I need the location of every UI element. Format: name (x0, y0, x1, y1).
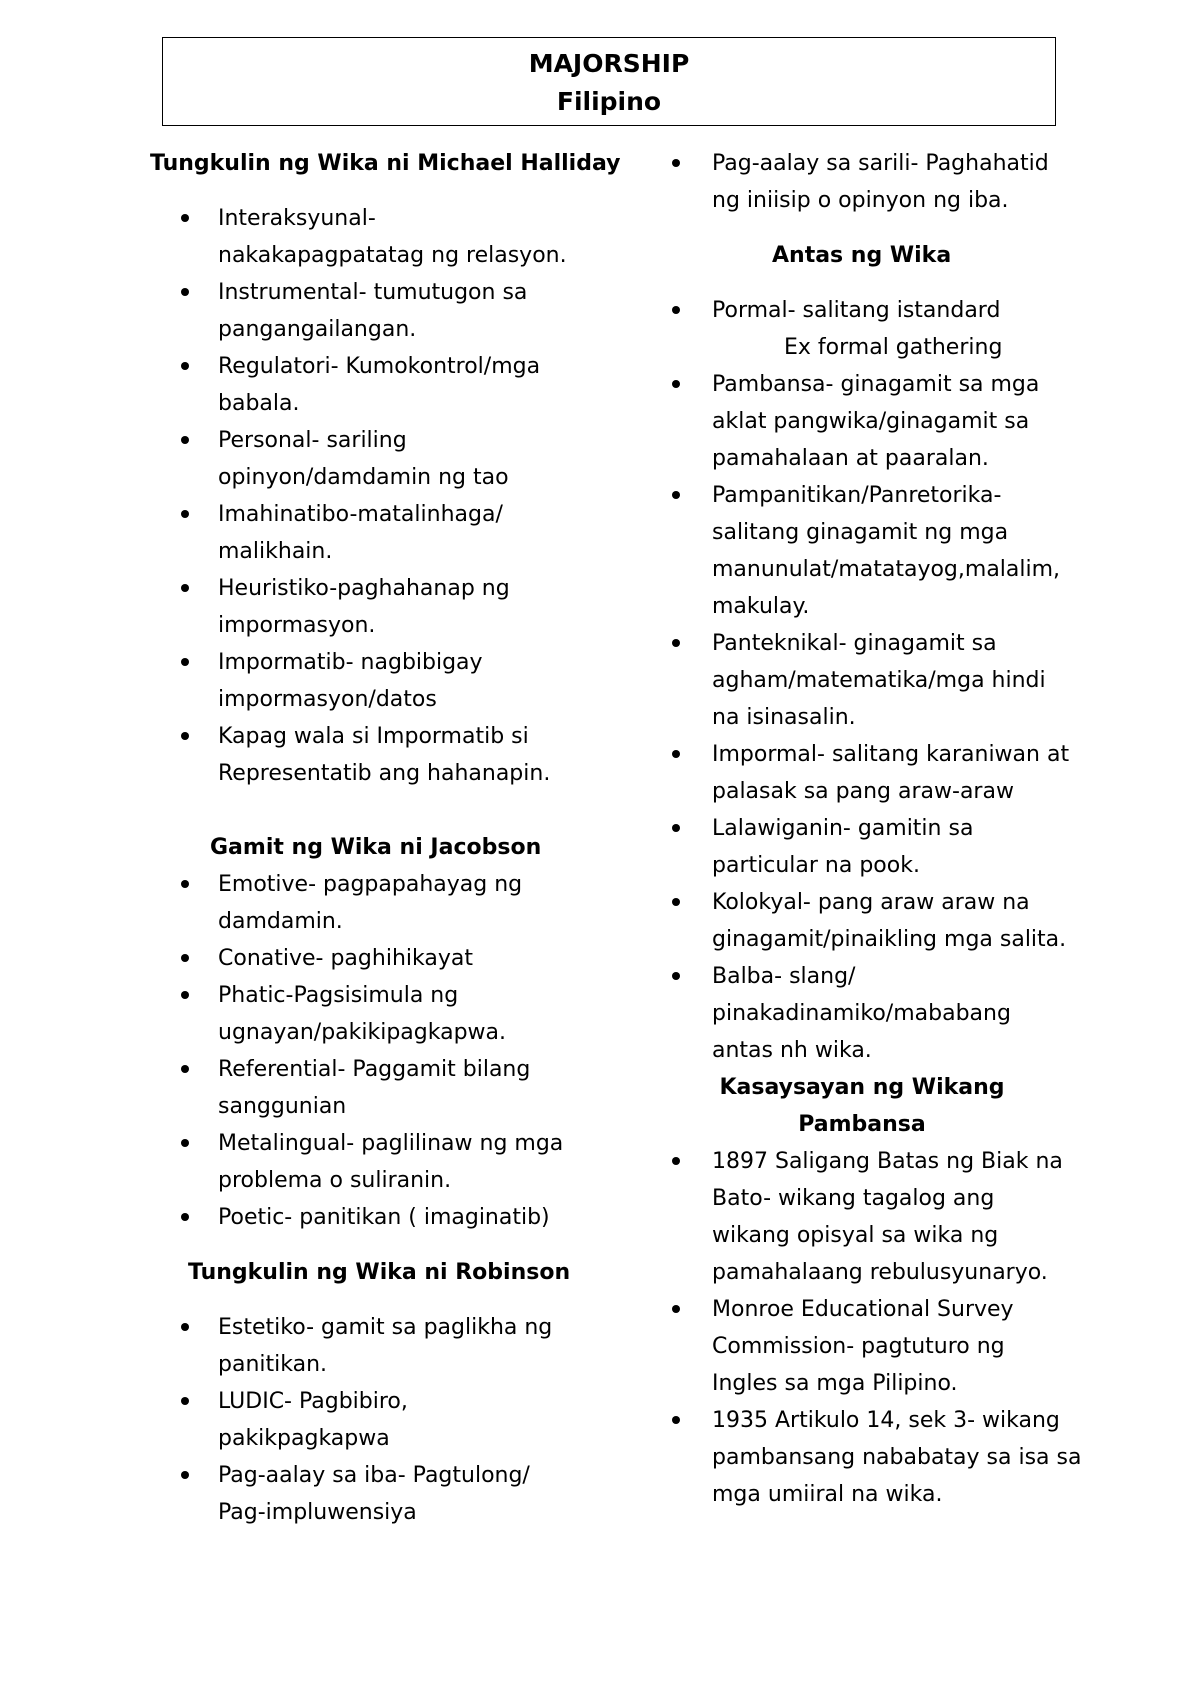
list-item-line: Estetiko- gamit sa paglikha ng (218, 1315, 553, 1340)
list-item-line: Pag-aalay sa iba- Pagtulong/ (218, 1463, 530, 1488)
list-item-line: pangangailangan. (218, 317, 417, 342)
list-item (150, 1051, 590, 1125)
list-item (672, 1402, 1092, 1513)
list-item (150, 348, 590, 422)
list-item (672, 884, 1092, 958)
list-item-line: sanggunian (218, 1094, 347, 1119)
list-item-line: Panteknikal- ginagamit sa (712, 631, 997, 656)
list-item-text: Pormal- salitang istandard (712, 298, 1001, 323)
list-item-line: ng iniisip o opinyon ng iba. (712, 188, 1009, 213)
list-item-line: pambansang nababatay sa isa sa (712, 1445, 1082, 1470)
bullet-icon (672, 306, 680, 314)
list-item-line: Emotive- pagpapahayag ng (218, 872, 523, 897)
list-item-line: makulay. (712, 594, 810, 619)
robinson-continued-list (672, 145, 1092, 219)
bullet-icon (181, 584, 189, 592)
bullet-icon (181, 732, 189, 740)
antas-list (672, 292, 1092, 366)
list-item (672, 366, 1092, 477)
list-item-line: babala. (218, 391, 300, 416)
bullet-icon (181, 991, 189, 999)
list-item (150, 274, 590, 348)
list-item-line: Lalawiganin- gamitin sa (712, 816, 974, 841)
bullet-icon (181, 954, 189, 962)
list-item-line: panitikan. (218, 1352, 328, 1377)
bullet-icon (672, 750, 680, 758)
bullet-icon (672, 972, 680, 980)
list-item (150, 496, 590, 570)
list-item-line: Impormatib- nagbibigay (218, 650, 483, 675)
list-item-line: Commission- pagtuturo ng (712, 1334, 1005, 1359)
bullet-icon (181, 1139, 189, 1147)
kasaysayan-heading-line2: Pambansa (798, 1112, 926, 1137)
list-item-line: Pampanitikan/Panretorika- (712, 483, 1002, 508)
list-item-line: opinyon/damdamin ng tao (218, 465, 509, 490)
list-item (150, 1457, 590, 1531)
list-item (150, 1383, 590, 1457)
list-item-line: palasak sa pang araw-araw (712, 779, 1014, 804)
bullet-icon (181, 288, 189, 296)
list-item (150, 422, 590, 496)
bullet-icon (181, 1471, 189, 1479)
list-item-line: damdamin. (218, 909, 343, 934)
list-item-line: mga umiiral na wika. (712, 1482, 943, 1507)
jacobson-list (150, 866, 590, 1236)
list-item-line: 1897 Saligang Batas ng Biak na (712, 1149, 1063, 1174)
list-item (150, 644, 590, 718)
list-item-line: Kolokyal- pang araw araw na (712, 890, 1030, 915)
list-item-line: Instrumental- tumutugon sa (218, 280, 528, 305)
bullet-icon (672, 491, 680, 499)
kasaysayan-list (672, 1143, 1092, 1513)
list-item-line: Metalingual- paglilinaw ng mga (218, 1131, 564, 1156)
list-item (150, 200, 590, 274)
list-item-line: LUDIC- Pagbibiro, (218, 1389, 408, 1414)
bullet-icon (181, 510, 189, 518)
list-item-line: pakikpagkapwa (218, 1426, 390, 1451)
list-item (672, 625, 1092, 736)
list-item (150, 940, 590, 977)
list-item-line: pamahalaan at paaralan. (712, 446, 989, 471)
bullet-icon (181, 1323, 189, 1331)
list-item (672, 958, 1092, 1069)
list-item-line: Conative- paghihikayat (218, 946, 473, 971)
halliday-heading: Tungkulin ng Wika ni Michael Halliday (150, 151, 621, 176)
bullet-icon (672, 639, 680, 647)
list-item-line: na isinasalin. (712, 705, 856, 730)
list-item-line: Balba- slang/ (712, 964, 856, 989)
list-item (150, 718, 590, 792)
list-item (672, 292, 1092, 366)
bullet-icon (672, 1305, 680, 1313)
halliday-list (150, 200, 590, 792)
list-item-line: problema o suliranin. (218, 1168, 452, 1193)
list-item-line: manunulat/matatayog,malalim, (712, 557, 1061, 582)
list-item (150, 1199, 590, 1236)
document-title: MAJORSHIP (528, 49, 690, 78)
bullet-icon (181, 880, 189, 888)
list-item-line: pinakadinamiko/mababang (712, 1001, 1011, 1026)
list-item (672, 736, 1092, 810)
list-item-line: aklat pangwika/ginagamit sa (712, 409, 1030, 434)
list-item-line: Heuristiko-paghahanap ng (218, 576, 510, 601)
list-item (150, 866, 590, 940)
list-item-line: particular na pook. (712, 853, 920, 878)
list-item-line: Bato- wikang tagalog ang (712, 1186, 995, 1211)
list-item-line: nakakapagpatatag ng relasyon. (218, 243, 567, 268)
list-item-line: Kapag wala si Impormatib si (218, 724, 529, 749)
list-item-line: antas nh wika. (712, 1038, 872, 1063)
bullet-icon (181, 1213, 189, 1221)
document-subtitle: Filipino (556, 87, 662, 116)
list-item-line: Pag-aalay sa sarili- Paghahatid (712, 151, 1049, 176)
list-item-line: salitang ginagamit ng mga (712, 520, 1009, 545)
list-item-line: impormasyon/datos (218, 687, 437, 712)
list-item-line: Regulatori- Kumokontrol/mga (218, 354, 541, 379)
bullet-icon (181, 658, 189, 666)
list-item (150, 1309, 590, 1383)
list-item-line: Pambansa- ginagamit sa mga (712, 372, 1040, 397)
list-item-line: wikang opisyal sa wika ng (712, 1223, 999, 1248)
bullet-icon (672, 380, 680, 388)
list-item-line: Imahinatibo-matalinhaga/ (218, 502, 503, 527)
bullet-icon (672, 159, 680, 167)
bullet-icon (181, 362, 189, 370)
list-item-line: pamahalaang rebulusyunaryo. (712, 1260, 1048, 1285)
bullet-icon (672, 824, 680, 832)
list-item-line: ugnayan/pakikipagkapwa. (218, 1020, 507, 1045)
list-item (672, 145, 1092, 219)
list-item-line: Poetic- panitikan ( imaginatib) (218, 1205, 550, 1230)
bullet-icon (672, 1157, 680, 1165)
kasaysayan-heading (672, 1069, 1092, 1143)
robinson-heading: Tungkulin ng Wika ni Robinson (188, 1260, 571, 1285)
title-box (162, 37, 1056, 126)
bullet-icon (672, 1416, 680, 1424)
antas-heading: Antas ng Wika (772, 243, 952, 268)
list-item (150, 1125, 590, 1199)
bullet-icon (672, 898, 680, 906)
list-item-line: Referential- Paggamit bilang (218, 1057, 531, 1082)
list-item-line: Monroe Educational Survey (712, 1297, 1014, 1322)
list-item-line: Personal- sariling (218, 428, 407, 453)
right-column (672, 145, 1092, 1513)
list-item-line: Interaksyunal- (218, 206, 376, 231)
list-item-line: Representatib ang hahanapin. (218, 761, 551, 786)
list-item-line: Phatic-Pagsisimula ng (218, 983, 459, 1008)
list-item (672, 810, 1092, 884)
bullet-icon (181, 1065, 189, 1073)
list-item-line: 1935 Artikulo 14, sek 3- wikang (712, 1408, 1060, 1433)
list-item-line: agham/matematika/mga hindi (712, 668, 1046, 693)
jacobson-heading: Gamit ng Wika ni Jacobson (210, 835, 542, 860)
list-item (150, 977, 590, 1051)
bullet-icon (181, 214, 189, 222)
list-item (672, 1291, 1092, 1402)
list-item-subtext: Ex formal gathering (784, 335, 1003, 360)
bullet-icon (181, 1397, 189, 1405)
list-item-line: Ingles sa mga Pilipino. (712, 1371, 958, 1396)
left-column (150, 145, 621, 1531)
list-item-line: Impormal- salitang karaniwan at (712, 742, 1070, 767)
list-item-line: Pag-impluwensiya (218, 1500, 417, 1525)
robinson-list (150, 1309, 590, 1531)
list-item (672, 477, 1092, 625)
antas-list-rest (672, 366, 1092, 1069)
list-item-line: malikhain. (218, 539, 333, 564)
kasaysayan-heading-line1: Kasaysayan ng Wikang (719, 1075, 1005, 1100)
list-item-line: impormasyon. (218, 613, 376, 638)
list-item (672, 1143, 1092, 1291)
list-item (150, 570, 590, 644)
bullet-icon (181, 436, 189, 444)
list-item-line: ginagamit/pinaikling mga salita. (712, 927, 1067, 952)
